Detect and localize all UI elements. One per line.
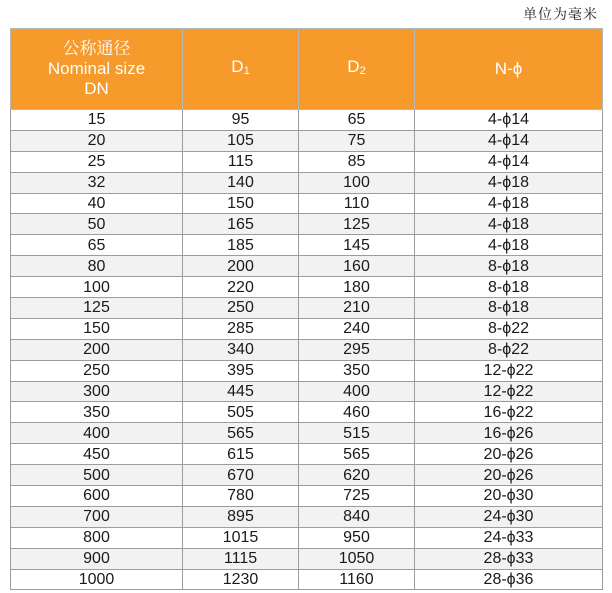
table-row (11, 527, 603, 548)
cell-d1: 395 (183, 360, 299, 381)
table-row (11, 506, 603, 527)
cell-d1: 105 (183, 130, 299, 151)
cell-dn: 400 (11, 423, 183, 444)
cell-n-phi: 28-ϕ36 (415, 569, 603, 590)
cell-n-phi: 24-ϕ33 (415, 527, 603, 548)
cell-n-phi: 20-ϕ26 (415, 444, 603, 465)
cell-dn: 125 (11, 298, 183, 319)
cell-d2: 1050 (299, 548, 415, 569)
cell-d1: 565 (183, 423, 299, 444)
cell-n-phi: 8-ϕ18 (415, 298, 603, 319)
cell-d2: 110 (299, 193, 415, 214)
cell-d1: 185 (183, 235, 299, 256)
cell-n-phi: 12-ϕ22 (415, 360, 603, 381)
cell-d2: 400 (299, 381, 415, 402)
cell-d2: 145 (299, 235, 415, 256)
cell-d2: 460 (299, 402, 415, 423)
header-n-phi: N-ϕ (415, 29, 603, 110)
cell-dn: 600 (11, 486, 183, 507)
header-d1-label: D (231, 57, 244, 76)
cell-d2: 1160 (299, 569, 415, 590)
header-nominal-size-en: Nominal size (47, 59, 146, 78)
table-row (11, 318, 603, 339)
header-row (11, 29, 603, 110)
cell-n-phi: 24-ϕ30 (415, 506, 603, 527)
cell-n-phi: 12-ϕ22 (415, 381, 603, 402)
flange-dimension-table (10, 28, 603, 590)
table-row (11, 256, 603, 277)
table-row (11, 298, 603, 319)
cell-d1: 670 (183, 465, 299, 486)
header-nominal-size-dn: DN (84, 79, 109, 98)
table-row (11, 465, 603, 486)
table-row (11, 172, 603, 193)
cell-dn: 450 (11, 444, 183, 465)
cell-dn: 50 (11, 214, 183, 235)
table-row (11, 569, 603, 590)
cell-dn: 65 (11, 235, 183, 256)
cell-n-phi: 20-ϕ30 (415, 486, 603, 507)
table-row (11, 339, 603, 360)
table-row (11, 486, 603, 507)
table-row (11, 214, 603, 235)
cell-n-phi: 8-ϕ18 (415, 277, 603, 298)
cell-d1: 1230 (183, 569, 299, 590)
cell-dn: 32 (11, 172, 183, 193)
cell-dn: 20 (11, 130, 183, 151)
table-row (11, 444, 603, 465)
cell-d2: 85 (299, 151, 415, 172)
cell-n-phi: 4-ϕ14 (415, 151, 603, 172)
cell-d1: 1115 (183, 548, 299, 569)
cell-n-phi: 4-ϕ18 (415, 235, 603, 256)
cell-d1: 615 (183, 444, 299, 465)
cell-d2: 75 (299, 130, 415, 151)
cell-d2: 65 (299, 110, 415, 131)
cell-d1: 895 (183, 506, 299, 527)
cell-dn: 350 (11, 402, 183, 423)
cell-d1: 780 (183, 486, 299, 507)
header-nominal-size (11, 29, 183, 110)
header-d2-label: D (347, 57, 360, 76)
table-row (11, 277, 603, 298)
cell-d1: 340 (183, 339, 299, 360)
header-d2 (299, 29, 415, 110)
cell-n-phi: 28-ϕ33 (415, 548, 603, 569)
cell-d2: 180 (299, 277, 415, 298)
cell-d1: 1015 (183, 527, 299, 548)
cell-n-phi: 4-ϕ18 (415, 214, 603, 235)
cell-dn: 200 (11, 339, 183, 360)
cell-d2: 210 (299, 298, 415, 319)
cell-n-phi: 4-ϕ18 (415, 172, 603, 193)
table-row (11, 402, 603, 423)
cell-d2: 350 (299, 360, 415, 381)
cell-d1: 95 (183, 110, 299, 131)
cell-n-phi: 20-ϕ26 (415, 465, 603, 486)
table-row (11, 381, 603, 402)
table-body (11, 110, 603, 590)
table-row (11, 235, 603, 256)
cell-dn: 1000 (11, 569, 183, 590)
cell-d1: 250 (183, 298, 299, 319)
cell-n-phi: 4-ϕ18 (415, 193, 603, 214)
cell-n-phi: 8-ϕ18 (415, 256, 603, 277)
header-nominal-size-cn: 公称通径 (62, 39, 131, 58)
cell-dn: 300 (11, 381, 183, 402)
cell-d2: 840 (299, 506, 415, 527)
cell-d2: 240 (299, 318, 415, 339)
cell-d2: 565 (299, 444, 415, 465)
header-d1 (183, 29, 299, 110)
unit-note: 单位为毫米 (523, 6, 598, 22)
cell-dn: 40 (11, 193, 183, 214)
cell-d2: 725 (299, 486, 415, 507)
cell-d1: 505 (183, 402, 299, 423)
cell-dn: 900 (11, 548, 183, 569)
cell-d2: 620 (299, 465, 415, 486)
cell-n-phi: 16-ϕ26 (415, 423, 603, 444)
cell-n-phi: 4-ϕ14 (415, 110, 603, 131)
header-d1-sub: 1 (243, 65, 250, 77)
table-row (11, 193, 603, 214)
cell-d1: 115 (183, 151, 299, 172)
cell-d2: 100 (299, 172, 415, 193)
cell-d2: 295 (299, 339, 415, 360)
cell-dn: 100 (11, 277, 183, 298)
cell-dn: 500 (11, 465, 183, 486)
cell-d1: 220 (183, 277, 299, 298)
table-row (11, 130, 603, 151)
cell-dn: 150 (11, 318, 183, 339)
cell-d1: 150 (183, 193, 299, 214)
cell-n-phi: 8-ϕ22 (415, 318, 603, 339)
table-header (11, 29, 603, 110)
cell-d1: 140 (183, 172, 299, 193)
cell-dn: 800 (11, 527, 183, 548)
cell-d1: 165 (183, 214, 299, 235)
table-row (11, 360, 603, 381)
cell-dn: 80 (11, 256, 183, 277)
cell-dn: 700 (11, 506, 183, 527)
cell-n-phi: 4-ϕ14 (415, 130, 603, 151)
table-row (11, 548, 603, 569)
table-row (11, 423, 603, 444)
cell-n-phi: 16-ϕ22 (415, 402, 603, 423)
cell-dn: 250 (11, 360, 183, 381)
cell-d2: 125 (299, 214, 415, 235)
cell-dn: 25 (11, 151, 183, 172)
cell-d1: 445 (183, 381, 299, 402)
cell-n-phi: 8-ϕ22 (415, 339, 603, 360)
header-d2-sub: 2 (359, 65, 366, 77)
cell-d1: 285 (183, 318, 299, 339)
cell-d2: 515 (299, 423, 415, 444)
table-row (11, 151, 603, 172)
cell-d2: 160 (299, 256, 415, 277)
cell-dn: 15 (11, 110, 183, 131)
table-row (11, 110, 603, 131)
cell-d2: 950 (299, 527, 415, 548)
cell-d1: 200 (183, 256, 299, 277)
